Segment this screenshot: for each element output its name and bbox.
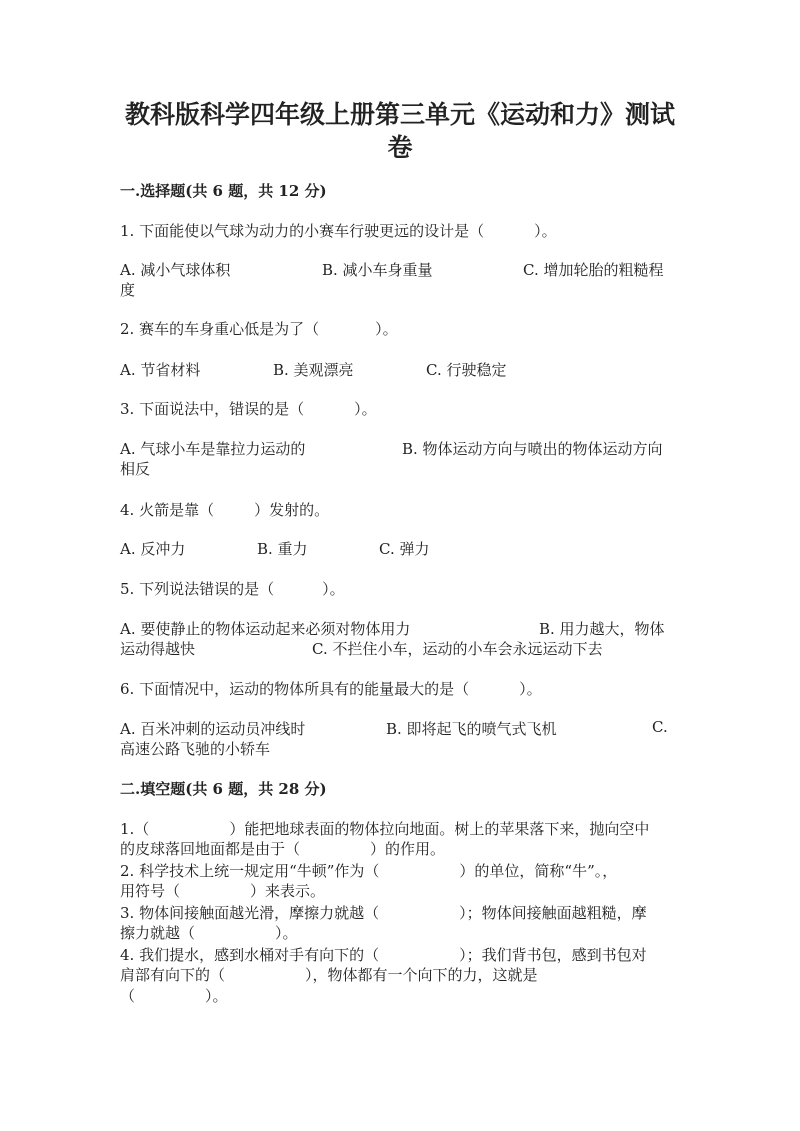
q3-option-a[interactable]: A. 气球小车是靠拉力运动的 bbox=[120, 440, 306, 458]
fill-3-text-4: ）。 bbox=[275, 924, 298, 942]
fill-line-6 bbox=[120, 922, 680, 943]
q4-option-c[interactable]: C. 弹力 bbox=[379, 540, 430, 558]
q6-option-a[interactable]: A. 百米冲刺的运动员冲线时 bbox=[120, 720, 306, 738]
fill-line-5 bbox=[120, 902, 680, 923]
q1-options bbox=[120, 259, 680, 305]
fill-line-8 bbox=[120, 964, 680, 985]
question-5 bbox=[120, 578, 680, 599]
q1-option-c-wrap: 度 bbox=[120, 281, 136, 299]
fill-4-text-2: ）；我们背书包，感到书包对 bbox=[459, 946, 647, 964]
q6-options bbox=[120, 718, 680, 764]
fill-4-text-5: （ bbox=[120, 987, 136, 1005]
q3-option-b-wrap: 相反 bbox=[120, 460, 151, 478]
q4-text: 4. 火箭是靠（ bbox=[120, 501, 215, 519]
q3-option-b[interactable]: B. 物体运动方向与喷出的物体运动方向 bbox=[402, 440, 663, 458]
fill-line-1 bbox=[120, 818, 680, 839]
page-title bbox=[120, 98, 680, 164]
q4-option-a[interactable]: A. 反冲力 bbox=[120, 540, 186, 558]
fill-2-text-2: ）的单位，简称“牛”。， bbox=[459, 862, 618, 880]
fill-4-text: 4. 我们提水，感到水桶对手有向下的（ bbox=[120, 946, 380, 964]
fill-3-text-2: ）；物体间接触面越粗糙，摩 bbox=[459, 904, 647, 922]
fill-line-9 bbox=[120, 985, 680, 1006]
q2-text-end: ）。 bbox=[375, 320, 398, 338]
q3-options bbox=[120, 438, 680, 484]
q5-option-b[interactable]: B. 用力越大，物体 bbox=[539, 620, 665, 638]
fill-3-text-3: 擦力就越（ bbox=[120, 924, 196, 942]
q1-option-c[interactable]: C. 增加轮胎的粗糙程 bbox=[523, 261, 664, 279]
q2-option-c[interactable]: C. 行驶稳定 bbox=[426, 361, 507, 379]
section1-title: 一.选择题(共 6 题，共 12 分) bbox=[120, 182, 327, 200]
q4-text-end: ）发射的。 bbox=[254, 501, 330, 519]
fill-4-text-6: ）。 bbox=[205, 987, 228, 1005]
q1-text-end: ）。 bbox=[534, 222, 557, 240]
q5-option-b-wrap: 运动得越快 bbox=[120, 640, 196, 658]
question-4 bbox=[120, 499, 680, 520]
q2-option-a[interactable]: A. 节省材料 bbox=[120, 361, 201, 379]
q3-text-end: ）。 bbox=[354, 400, 377, 418]
fill-2-text-3: 用符号（ bbox=[120, 882, 181, 900]
fill-line-4 bbox=[120, 880, 680, 901]
question-1 bbox=[120, 220, 680, 241]
q5-options bbox=[120, 618, 680, 664]
fill-4-text-4: ），物体都有一个向下的力，这就是 bbox=[305, 966, 538, 984]
q2-option-b[interactable]: B. 美观漂亮 bbox=[273, 361, 354, 379]
q6-option-b[interactable]: B. 即将起飞的喷气式飞机 bbox=[386, 720, 557, 738]
q2-text: 2. 赛车的车身重心低是为了（ bbox=[120, 320, 320, 338]
q3-text: 3. 下面说法中，错误的是（ bbox=[120, 400, 305, 418]
title-line-2: 卷 bbox=[387, 133, 413, 162]
fill-3-text: 3. 物体间接触面越光滑，摩擦力就越（ bbox=[120, 904, 380, 922]
fill-line-7 bbox=[120, 944, 680, 965]
q4-option-b[interactable]: B. 重力 bbox=[257, 540, 308, 558]
q1-text: 1. 下面能使以气球为动力的小赛车行驶更远的设计是（ bbox=[120, 222, 485, 240]
q5-option-c[interactable]: C. 不拦住小车，运动的小车会永远运动下去 bbox=[312, 640, 603, 658]
q1-option-a[interactable]: A. 减小气球体积 bbox=[120, 261, 231, 279]
fill-2-text-4: ）来表示。 bbox=[250, 882, 326, 900]
question-6 bbox=[120, 678, 680, 699]
fill-4-text-3: 肩部有向下的（ bbox=[120, 966, 226, 984]
q6-option-c[interactable]: C. bbox=[652, 718, 668, 736]
fill-1-text: 1.（ bbox=[120, 820, 150, 838]
title-line-1: 教科版科学四年级上册第三单元《运动和力》测试 bbox=[124, 100, 675, 129]
q5-text-end: ）。 bbox=[322, 580, 345, 598]
q6-text-end: ）。 bbox=[519, 680, 542, 698]
q6-text: 6. 下面情况中，运动的物体所具有的能量最大的是（ bbox=[120, 680, 470, 698]
fill-line-2 bbox=[120, 838, 680, 859]
fill-1-text-2: ）能把地球表面的物体拉向地面。树上的苹果落下来，抛向空中 bbox=[229, 820, 650, 838]
question-2 bbox=[120, 318, 680, 339]
fill-1-text-3: 的皮球落回地面都是由于（ bbox=[120, 840, 301, 858]
section2-title: 二.填空题(共 6 题，共 28 分) bbox=[120, 780, 327, 798]
q1-option-b[interactable]: B. 减小车身重量 bbox=[322, 261, 433, 279]
question-3 bbox=[120, 398, 680, 419]
q6-option-c-wrap: 高速公路飞驰的小轿车 bbox=[120, 740, 271, 758]
fill-2-text: 2. 科学技术上统一规定用“牛顿”作为（ bbox=[120, 862, 380, 880]
q5-option-a[interactable]: A. 要使静止的物体运动起来必须对物体用力 bbox=[120, 620, 411, 638]
fill-line-3 bbox=[120, 860, 680, 881]
fill-1-text-4: ）的作用。 bbox=[370, 840, 446, 858]
q5-text: 5. 下列说法错误的是（ bbox=[120, 580, 275, 598]
